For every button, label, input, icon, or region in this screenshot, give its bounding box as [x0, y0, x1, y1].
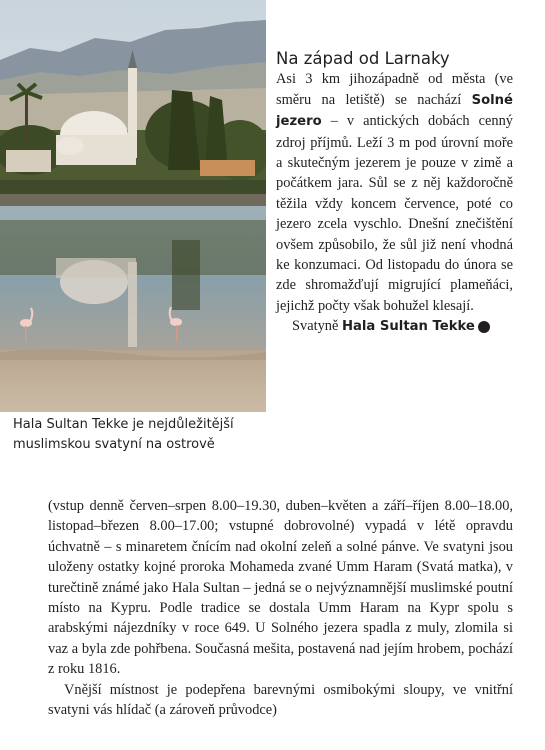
text-column-right	[276, 49, 513, 338]
paragraph-hala-sultan-body: (vstup denně červen–srpen 8.00–19.30, duben–květen a září–říjen 8.00–18.00, listopad–březen 8.00–17.00; vstupné dobrovolné) vypadá v létě opravdu úchvatně – s minaretem čnícím nad okolní zeleň a solné pánve. Ve svatyni jsou uloženy ostatky kojné proroka Mohameda zvané Umm Haram (Svatá matka), v turečtině známé jako Hala Sultan – jedná se o nejvýznamnější muslimské poutní místo na Kypru. Podle tradice se dostala Umm Haram na Kypr spolu s arabskými nájezdníky v roce 649. U Solného jezera spadla z muly, zlomila si vaz a byla zde pohřbena. Současná mešita, postavená nad jejím hrobem, pochází z roku 1816.	[48, 498, 513, 678]
salt-lake-name: Solné jezero	[276, 92, 513, 130]
map-marker-icon: 6	[478, 321, 490, 333]
text-full-width	[48, 496, 513, 720]
paragraph-salt-lake	[276, 69, 513, 316]
paragraph-outer-room: Vnější místnost je podepřena barevnými osmibokými sloupy, ve vnitřní svatyni vás hlídač (a zároveň průvodce)	[48, 681, 513, 719]
photo-caption: Hala Sultan Tekke je nejdůležitější muslimskou svatyní na ostrově	[13, 417, 234, 452]
hala-sultan-name: Hala Sultan Tekke	[341, 319, 475, 335]
paragraph-salt-lake-rest: – v antických dobách cenný zdroj příjmů. Leží 3 m pod úrovní moře a skutečným jezerem je pouze v zimě a počátkem jara. Sůl se z něj každoročně těžila vždy koncem července, poté co jezero zcela vyschlo. Dnešní znečištění ovšem způsobilo, že sůl již není vhodná ke konzumaci. Od listopadu do února se zde shromažďují migrující plameňáci, jejichž počty však bohužel klesají.	[276, 113, 513, 314]
paragraph-hala-sultan-start	[276, 316, 513, 337]
photo-hala-sultan-tekke	[0, 0, 266, 412]
paragraph-hala-sultan-intro: Svatyně	[292, 318, 342, 335]
section-heading: Na západ od Larnaky	[276, 49, 450, 68]
photo-illustration	[0, 0, 266, 412]
paragraph-salt-lake-start: Asi 3 km jihozápadně od města (ve směru na letiště) se nachází	[276, 71, 513, 108]
